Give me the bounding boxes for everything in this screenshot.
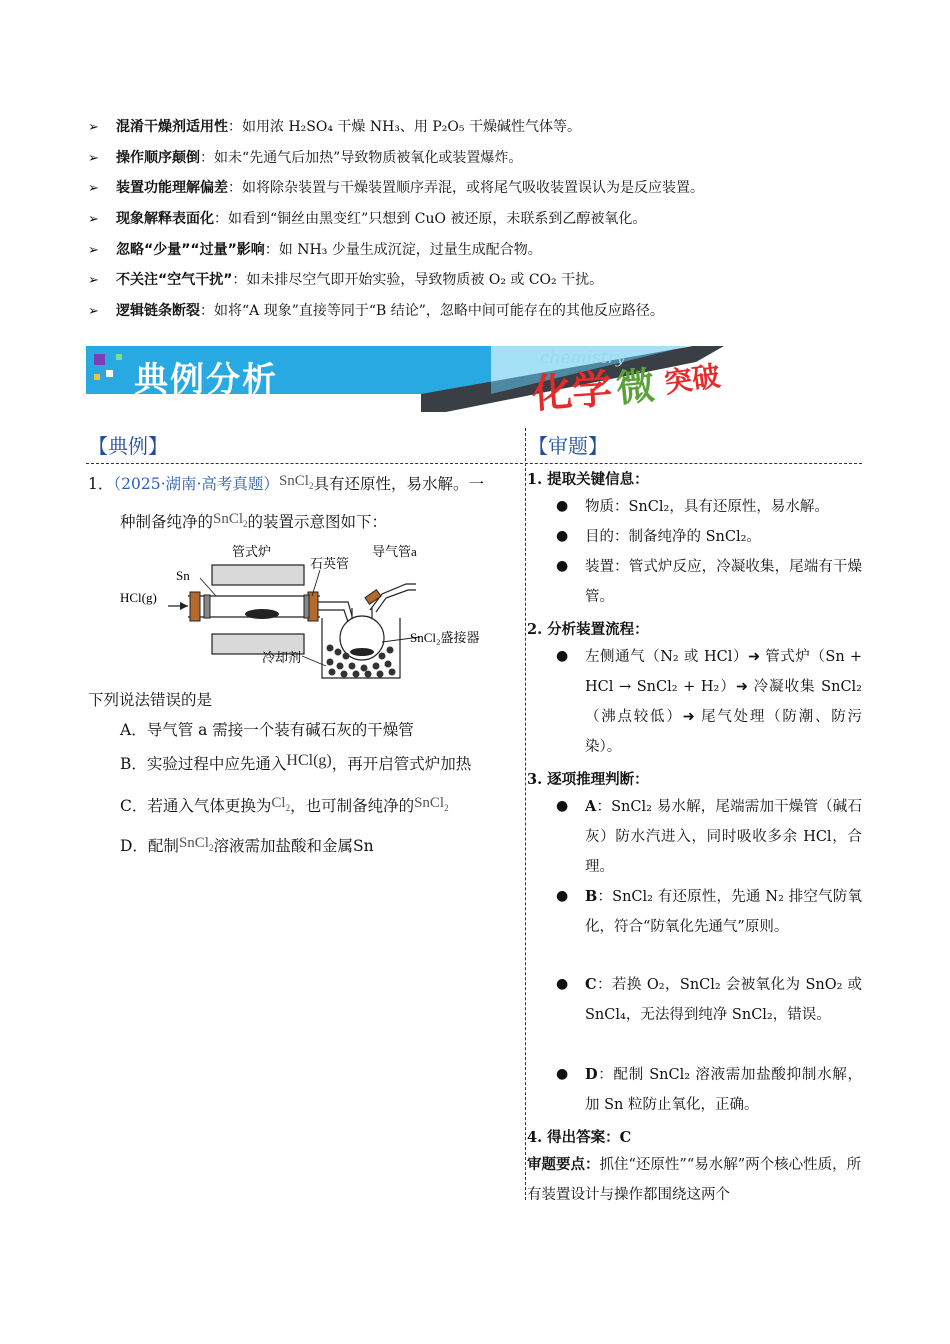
arrow-bullet-icon: ➢ — [88, 273, 99, 289]
chem-formula: SnCl$_2$ — [278, 473, 314, 491]
label-hcl: HCl(g) — [120, 590, 157, 605]
option-d[interactable]: D．配制SnCl$_2$溶液需加盐酸和金属Sn — [120, 835, 374, 855]
question-stem: 种制备纯净的SnCl$_2$的装置示意图如下： — [120, 511, 388, 531]
label-tube-a: 导气管a — [372, 544, 417, 559]
step-1-title: 1. 提取关键信息： — [527, 471, 649, 488]
divider — [86, 463, 862, 464]
arrow-bullet-icon: ➢ — [88, 150, 99, 166]
brand-en-text: chemistry — [540, 348, 626, 368]
chem-formula: $Cl_2$ — [271, 795, 291, 813]
arrow-bullet-icon: ➢ — [88, 242, 99, 258]
arrow-bullet-icon: ➢ — [88, 304, 99, 320]
step-2-title: 2. 分析装置流程： — [527, 621, 649, 638]
bullet-dot-icon: ● — [556, 798, 569, 814]
label-receiver: SnCl₂盛接器 — [410, 630, 480, 645]
bullet-dot-icon: ● — [556, 1066, 569, 1082]
list-item: ➢ 逻辑链条断裂：如将“A 现象”直接等同于“B 结论”，忽略中间可能存在的其他反应路径。 — [88, 296, 868, 327]
list-item: ➢ 操作顺序颠倒：如未“先通气后加热”导致物质被氧化或装置爆炸。 — [88, 143, 868, 174]
brand-logo-text: 化学 — [530, 366, 614, 418]
bullet-dot-icon: ● — [556, 888, 569, 904]
chem-formula: HCl(g) — [286, 752, 332, 769]
banner-title: 典例分析 — [134, 360, 278, 400]
option-a[interactable]: A．导气管 a 需接一个装有碱石灰的干燥管 — [120, 721, 414, 739]
list-item: ➢ 忽略“少量”“过量”影响：如 NH₃ 少量生成沉淀，过量生成配合物。 — [88, 235, 868, 266]
brand-logo-text: 微 — [614, 363, 657, 411]
bullet-dot-icon: ● — [556, 976, 569, 992]
step-3-title: 3. 逐项推理判断： — [527, 771, 649, 788]
list-item: 物质：SnCl₂，具有还原性，易水解。 — [585, 499, 829, 515]
label-sn: Sn — [176, 568, 190, 583]
question-source: （2025·湖南·高考真题） — [113, 475, 279, 493]
chem-formula: SnCl$_2$ — [414, 795, 449, 813]
list-item: ➢ 混淆干燥剂适用性：如用浓 H₂SO₄ 干燥 NH₃、用 P₂O₅ 干燥碱性气体等。 — [88, 112, 868, 143]
list-item: ➢ 不关注“空气干扰”：如未排尽空气即开始实验，导致物质被 O₂ 或 CO₂ 干扰。 — [88, 265, 868, 296]
arrow-bullet-icon: ➢ — [88, 120, 99, 135]
right-column-header: 【审题】 — [528, 434, 608, 458]
step-4-title: 4. 得出答案：C — [527, 1129, 632, 1146]
chem-formula: SnCl$_2$ — [178, 835, 214, 853]
list-item: 目的：制备纯净的 SnCl₂。 — [585, 529, 761, 545]
divider — [525, 428, 526, 1200]
label-furnace: 管式炉 — [232, 544, 272, 559]
list-item: ➢ 装置功能理解偏差：如将除杂装置与干燥装置顺序弄混，或将尾气吸收装置误认为是反应装置。 — [88, 173, 868, 204]
list-item: 左侧通气（N₂ 或 HCl）➜ 管式炉（Sn + HCl → SnCl₂ + H₂）➜ 冷凝收集 SnCl₂（沸点较低）➜ 尾气处理（防潮、防污染）。 — [585, 649, 862, 755]
list-item: 装置：管式炉反应，冷凝收集，尾端有干燥管。 — [585, 559, 862, 605]
mistake-list — [88, 112, 868, 327]
bullet-dot-icon: ● — [556, 648, 569, 664]
bullet-dot-icon: ● — [556, 558, 569, 574]
bullet-dot-icon: ● — [556, 498, 569, 514]
question-stem: 1．（2025·湖南·高考真题）SnCl$_2$具有还原性，易水解。一 — [88, 473, 484, 493]
list-item: D：配制 SnCl₂ 溶液需加盐酸抑制水解，加 Sn 粒防止氧化，正确。 — [585, 1066, 862, 1113]
label-quartz-tube: 石英管 — [310, 556, 350, 571]
list-item: A：SnCl₂ 易水解，尾端需加干燥管（碱石灰）防水汽进入，同时吸收多余 HCl，合理。 — [585, 798, 862, 875]
option-c[interactable]: C．若通入气体更换为$Cl_2$，也可制备纯净的SnCl$_2$ — [120, 795, 449, 815]
apparatus-diagram — [120, 538, 500, 686]
label-coolant: 冷却剂 — [262, 650, 302, 665]
bullet-dot-icon: ● — [556, 528, 569, 544]
arrow-bullet-icon: ➢ — [88, 212, 99, 228]
chem-formula: SnCl$_2$ — [213, 511, 248, 529]
option-b[interactable]: B．实验过程中应先通入HCl(g)，再开启管式炉加热 — [120, 752, 472, 773]
list-item: ➢ 现象解释表面化：如看到“铜丝由黑变红”只想到 CuO 被还原，未联系到乙醇被氧化。 — [88, 204, 868, 235]
list-item: C：若换 O₂，SnCl₂ 会被氧化为 SnO₂ 或 SnCl₄，无法得到纯净 SnCl₂，错误。 — [585, 976, 862, 1023]
brand-logo-text: 突破 — [662, 359, 723, 400]
arrow-bullet-icon: ➢ — [88, 181, 99, 197]
key-point-note: 审题要点：抓住“还原性”“易水解”两个核心性质，所有装置设计与操作都围绕这两个 — [527, 1156, 862, 1203]
left-column-header: 【典例】 — [88, 434, 168, 458]
list-item: B：SnCl₂ 有还原性，先通 N₂ 排空气防氧化，符合“防氧化先通气”原则。 — [585, 888, 862, 935]
question-prompt: 下列说法错误的是 — [88, 691, 213, 709]
